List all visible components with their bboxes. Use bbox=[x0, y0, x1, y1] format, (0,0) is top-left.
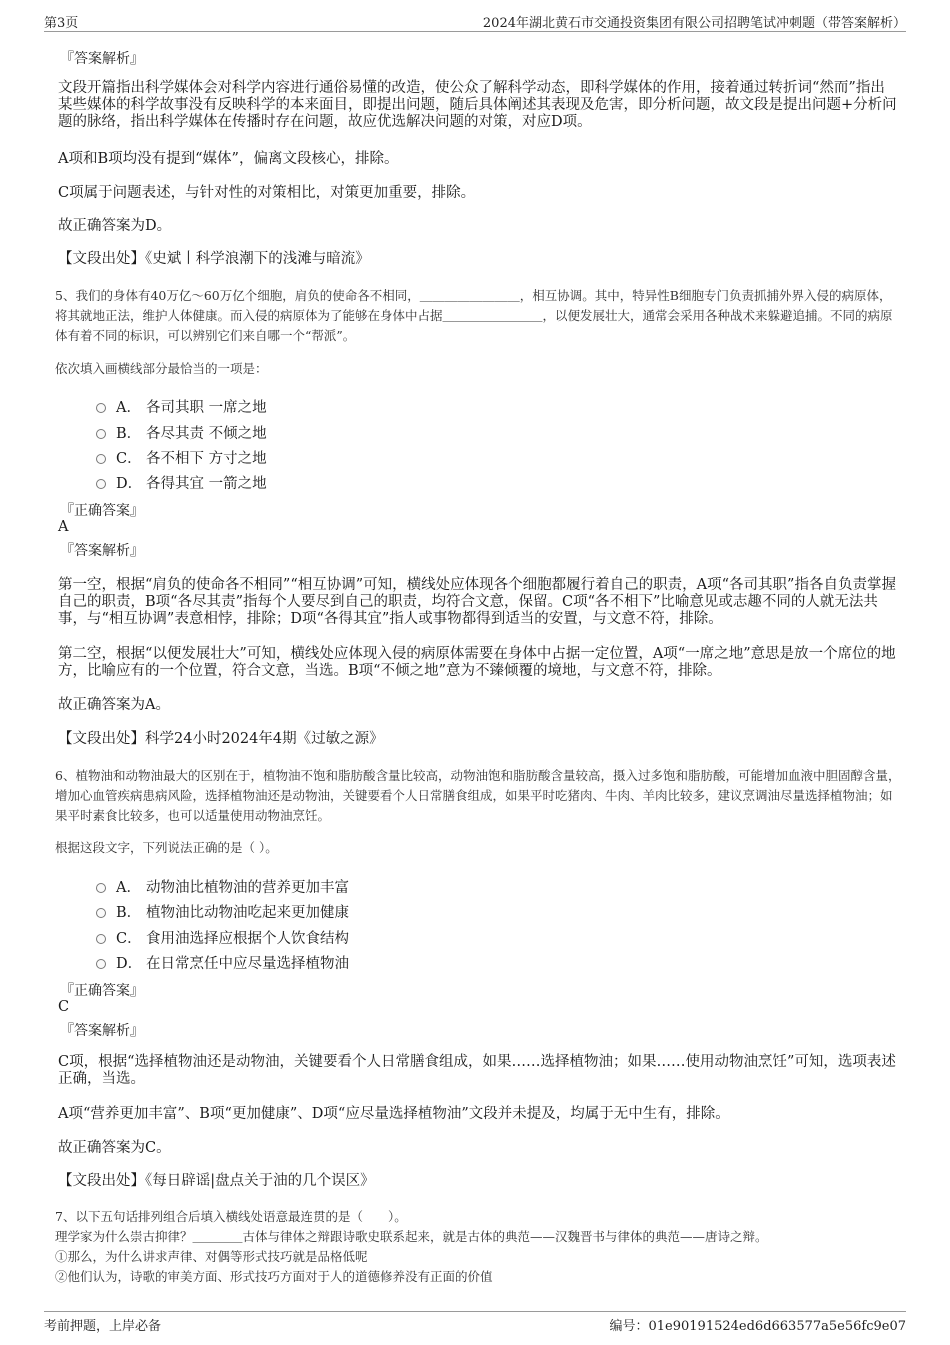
option-text: 食用油选择应根据个人饮食结构 bbox=[146, 931, 349, 947]
question-prompt: 依次填入画横线部分最恰当的一项是： bbox=[55, 361, 268, 376]
option-a[interactable]: A． 动物油比植物油的营养更加丰富 bbox=[96, 876, 349, 897]
option-text: 在日常烹任中应尽量选择植物油 bbox=[146, 956, 349, 972]
answer-conclusion: 故正确答案为D。 bbox=[58, 218, 172, 234]
analysis-paragraph: 第二空，根据“以便发展壮大”可知，横线处应体现入侵的病原体需要在身体中占据一定位置，A项“一席之地”意思是放一个席位的地方，比喻应有的一个位置，符合文意，当选。B项“不倾之地”意为不臻倾覆的境地，与文意不符，排除。 bbox=[58, 646, 896, 679]
radio-button-icon[interactable] bbox=[96, 908, 106, 918]
option-c[interactable]: C． 食用油选择应根据个人饮食结构 bbox=[96, 927, 349, 948]
option-text: 动物油比植物油的营养更加丰富 bbox=[146, 880, 349, 896]
option-d[interactable]: D． 各得其宜 一箭之地 bbox=[96, 472, 267, 493]
radio-button-icon[interactable] bbox=[96, 934, 106, 944]
radio-button-icon[interactable] bbox=[96, 479, 106, 489]
footer-slogan: 考前押题，上岸必备 bbox=[44, 1319, 162, 1334]
radio-button-icon[interactable] bbox=[96, 454, 106, 464]
answer-conclusion: 故正确答案为A。 bbox=[58, 697, 170, 713]
analysis-label: 『答案解析』 bbox=[60, 543, 144, 559]
option-text: 植物油比动物油吃起来更加健康 bbox=[146, 905, 349, 921]
option-b[interactable]: B． 植物油比动物油吃起来更加健康 bbox=[96, 901, 349, 922]
radio-button-icon[interactable] bbox=[96, 959, 106, 969]
analysis-label: 『答案解析』 bbox=[60, 51, 144, 67]
correct-answer: A bbox=[58, 519, 69, 535]
radio-button-icon[interactable] bbox=[96, 429, 106, 439]
option-text: 各不相下 方寸之地 bbox=[146, 451, 267, 467]
option-b[interactable]: B． 各尽其责 不倾之地 bbox=[96, 422, 267, 443]
source-citation: 【文段出处】科学24小时2024年4期《过敏之源》 bbox=[58, 731, 384, 747]
page-number: 第3页 bbox=[44, 16, 79, 31]
sentence-2: ②他们认为，诗歌的审美方面、形式技巧方面对于人的道德修养没有正面的价值 bbox=[55, 1269, 493, 1284]
correct-answer-label: 『正确答案』 bbox=[60, 503, 144, 519]
answer-conclusion: 故正确答案为C。 bbox=[58, 1140, 171, 1156]
source-citation: 【文段出处】《每日辟谣|盘点关于油的几个误区》 bbox=[58, 1173, 375, 1189]
option-text: 各得其宜 一箭之地 bbox=[146, 476, 267, 492]
correct-answer: C bbox=[58, 999, 70, 1015]
radio-button-icon[interactable] bbox=[96, 403, 106, 413]
source-citation: 【文段出处】《史斌丨科学浪潮下的浅滩与暗流》 bbox=[58, 251, 370, 267]
option-text: 各司其职 一席之地 bbox=[146, 400, 267, 416]
document-title: 2024年湖北黄石市交通投资集团有限公司招聘笔试冲刺题（带答案解析） bbox=[482, 16, 906, 31]
question-stem: 6、植物油和动物油最大的区别在于，植物油不饱和脂肪酸含量比较高，动物油饱和脂肪酸含量较高，摄入过多饱和脂肪酸，可能增加血液中胆固醇含量，增加心血管疾病患病风险，选择植物油还是动物油，关键要看个人日常膳食组成，如果平时吃猪肉、牛肉、羊肉比较多，建议烹调油尽量选择植物油；如果平时素食比较多，也可以适量使用动物油烹饪。 bbox=[55, 768, 901, 823]
analysis-paragraph: 文段开篇指出科学媒体会对科学内容进行通俗易懂的改造，使公众了解科学动态，即科学媒体的作用，接着通过转折词“然而”指出某些媒体的科学故事没有反映科学的本来面目，即提出问题，随后具体阐述其表现及危害，即分析问题，故文段是提出问题+分析问题的脉络，指出科学媒体在传播时存在问题，故应优选解决问题的对策，对应D项。 bbox=[58, 80, 897, 130]
option-text: 各尽其责 不倾之地 bbox=[146, 426, 267, 442]
document-id: 编号：01e90191524ed6d663577a5e56fc9e07 bbox=[609, 1319, 906, 1334]
sentence-1: ①那么，为什么讲求声律、对偶等形式技巧就是品格低呢 bbox=[55, 1249, 368, 1264]
analysis-label: 『答案解析』 bbox=[60, 1023, 144, 1039]
option-a[interactable]: A． 各司其职 一席之地 bbox=[96, 396, 267, 417]
question-text-line: 理学家为什么崇古抑律？＿＿＿＿古体与律体之辩跟诗歌史联系起来，就是古体的典范——汉魏晋书与律体的典范——唐诗之辩。 bbox=[55, 1229, 768, 1244]
option-c[interactable]: C． 各不相下 方寸之地 bbox=[96, 447, 267, 468]
analysis-paragraph: 第一空，根据“肩负的使命各不相同”“相互协调”可知，横线处应体现各个细胞都履行着自己的职责，A项“各司其职”指各自负责掌握自己的职责，B项“各尽其责”指每个人要尽到自己的职责，均符合文意，保留。C项“各不相下”比喻意见或志趣不同的人就无法共事，与“相互协调”表意相悖，排除；D项“各得其宜”指人或事物都得到适当的安置，与文意不符，排除。 bbox=[58, 577, 896, 627]
question-stem: 5、我们的身体有40万亿～60万亿个细胞，肩负的使命各不相同，＿＿＿＿＿＿＿＿，相互协调。其中，特异性B细胞专门负责抓捕外界入侵的病原体，将其就地正法，维护人体健康。而入侵的病原体为了能够在身体中占据＿＿＿＿＿＿＿＿，以便发展壮大，通常会采用各种战术来躲避追捕。不同的病原体有着不同的标识，可以辨别它们来自哪一个“帮派”。 bbox=[55, 288, 893, 343]
question-stem: 7、以下五句话排列组合后填入横线处语意最连贯的是（ ）。 bbox=[55, 1209, 407, 1224]
analysis-paragraph: A项和B项均没有提到“媒体”，偏离文段核心，排除。 bbox=[58, 151, 399, 167]
analysis-paragraph: C项，根据“选择植物油还是动物油，关键要看个人日常膳食组成，如果……选择植物油；如果……使用动物油烹饪”可知，选项表述正确，当选。 bbox=[58, 1054, 896, 1087]
option-d[interactable]: D． 在日常烹任中应尽量选择植物油 bbox=[96, 952, 349, 973]
footer-divider bbox=[44, 1311, 906, 1312]
radio-button-icon[interactable] bbox=[96, 883, 106, 893]
question-prompt: 根据这段文字，下列说法正确的是（ ）。 bbox=[55, 840, 278, 855]
correct-answer-label: 『正确答案』 bbox=[60, 983, 144, 999]
header-divider bbox=[44, 31, 906, 32]
analysis-paragraph: A项“营养更加丰富”、B项“更加健康”、D项“应尽量选择植物油”文段并未提及，均属于无中生有，排除。 bbox=[58, 1106, 730, 1122]
analysis-paragraph: C项属于问题表述，与针对性的对策相比，对策更加重要，排除。 bbox=[58, 185, 476, 201]
